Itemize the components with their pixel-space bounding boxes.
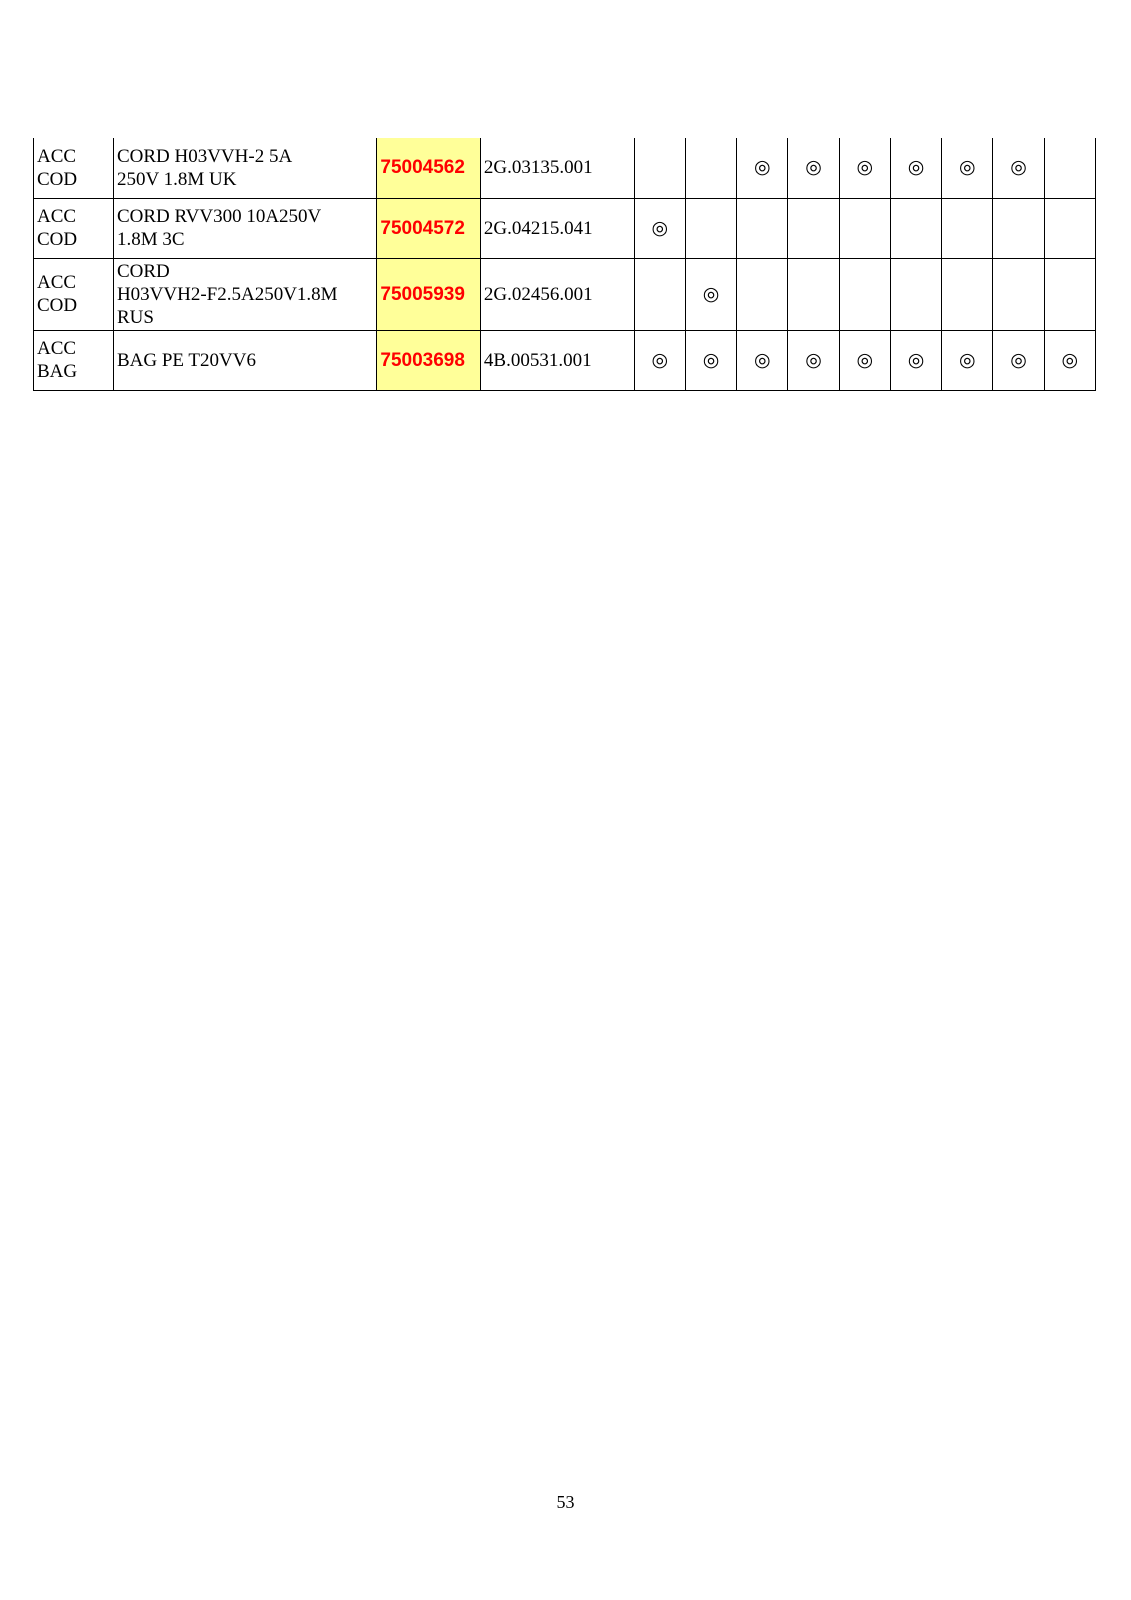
parts-table (33, 138, 1096, 391)
mark-cell: ◎ (890, 138, 941, 198)
mark-cell: ◎ (685, 258, 736, 330)
category-cell (34, 258, 114, 330)
description-line: RUS (116, 306, 154, 328)
mark-cell (1044, 198, 1095, 258)
code-cell: 75005939 (377, 258, 481, 330)
part-number-cell: 2G.02456.001 (480, 258, 634, 330)
category-cell (34, 138, 114, 198)
table-row (34, 138, 1096, 198)
mark-cell: ◎ (839, 138, 890, 198)
category-cell (34, 330, 114, 390)
code-cell: 75004562 (377, 138, 481, 198)
page-number: 53 (556, 1492, 575, 1512)
mark-cell: ◎ (737, 138, 788, 198)
mark-cell (685, 198, 736, 258)
part-number-cell: 2G.03135.001 (480, 138, 634, 198)
category-line: ACC (37, 206, 77, 227)
mark-cell (1044, 138, 1095, 198)
category-line: COD (37, 229, 78, 250)
mark-cell (993, 198, 1044, 258)
category-cell (34, 198, 114, 258)
description-cell (113, 258, 376, 330)
description-cell (113, 138, 376, 198)
mark-cell (942, 258, 993, 330)
mark-cell: ◎ (634, 198, 685, 258)
category-line: COD (37, 295, 78, 316)
mark-cell: ◎ (634, 330, 685, 390)
description-cell (113, 198, 376, 258)
category-line: ACC (37, 272, 77, 293)
mark-cell (634, 258, 685, 330)
table-row (34, 198, 1096, 258)
mark-cell: ◎ (839, 330, 890, 390)
mark-cell (890, 258, 941, 330)
part-number-cell: 4B.00531.001 (480, 330, 634, 390)
mark-cell (737, 258, 788, 330)
category-line: ACC (37, 338, 77, 359)
table-row (34, 330, 1096, 390)
mark-cell: ◎ (737, 330, 788, 390)
category-line: BAG (37, 361, 78, 382)
mark-cell: ◎ (890, 330, 941, 390)
category-line: ACC (37, 145, 77, 167)
part-number-cell: 2G.04215.041 (480, 198, 634, 258)
description-line: CORD RVV300 10A250V (116, 206, 322, 227)
mark-cell (890, 198, 941, 258)
mark-cell (993, 258, 1044, 330)
mark-cell (737, 198, 788, 258)
mark-cell: ◎ (993, 138, 1044, 198)
mark-cell: ◎ (788, 138, 839, 198)
mark-cell: ◎ (993, 330, 1044, 390)
code-cell: 75004572 (377, 198, 481, 258)
description-line: CORD (116, 260, 170, 282)
mark-cell (839, 198, 890, 258)
mark-cell: ◎ (942, 138, 993, 198)
mark-cell (1044, 258, 1095, 330)
mark-cell (942, 198, 993, 258)
mark-cell: ◎ (685, 330, 736, 390)
mark-cell (788, 198, 839, 258)
description-line: 1.8M 3C (116, 229, 185, 250)
mark-cell: ◎ (788, 330, 839, 390)
mark-cell: ◎ (942, 330, 993, 390)
table-row (34, 258, 1096, 330)
mark-cell (788, 258, 839, 330)
mark-cell (634, 138, 685, 198)
mark-cell: ◎ (1044, 330, 1095, 390)
description-line: BAG PE T20VV6 (116, 349, 256, 371)
mark-cell (685, 138, 736, 198)
code-cell: 75003698 (377, 330, 481, 390)
description-line: CORD H03VVH-2 5A (116, 145, 293, 167)
description-cell (113, 330, 376, 390)
category-line: COD (37, 168, 78, 190)
mark-cell (839, 258, 890, 330)
description-line: H03VVH2-F2.5A250V1.8M (116, 283, 338, 305)
description-line: 250V 1.8M UK (116, 168, 237, 190)
